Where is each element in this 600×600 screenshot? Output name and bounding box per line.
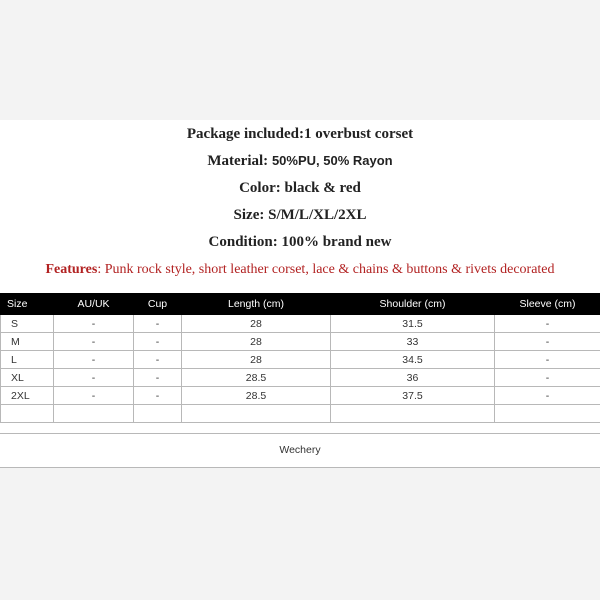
- table-row: [1, 351, 600, 369]
- header-length: Length (cm): [182, 294, 331, 315]
- cell-length: 28: [182, 315, 331, 333]
- header-size: Size: [1, 294, 54, 315]
- condition-label: Condition:: [208, 234, 282, 250]
- features-label: Features: [45, 262, 98, 277]
- brand-footer: Wechery: [0, 433, 600, 468]
- cell-cup: -: [134, 351, 182, 369]
- condition-value: 100% brand new: [281, 234, 392, 250]
- cell-sleeve: -: [495, 351, 600, 369]
- cell-size: 2XL: [1, 387, 54, 405]
- cell-cup: -: [134, 333, 182, 351]
- cell-length: 28: [182, 351, 331, 369]
- cell-shoulder: 36: [331, 369, 495, 387]
- package-line: Package included:1 overbust corset: [186, 126, 414, 142]
- table-row: [1, 387, 600, 405]
- condition-line: [0, 234, 600, 251]
- cell-size: S: [1, 315, 54, 333]
- cell-sleeve: -: [495, 387, 600, 405]
- cell-sleeve: -: [495, 315, 600, 333]
- size-chart-table: [0, 293, 600, 423]
- cell-shoulder: 33: [331, 333, 495, 351]
- cell-empty: [134, 405, 182, 423]
- cell-size: L: [1, 351, 54, 369]
- material-line: [0, 153, 600, 170]
- table-header-row: [1, 294, 600, 315]
- cell-au-uk: -: [54, 351, 134, 369]
- cell-cup: -: [134, 315, 182, 333]
- header-cup: Cup: [134, 294, 182, 315]
- cell-shoulder: 37.5: [331, 387, 495, 405]
- table-row: [1, 315, 600, 333]
- material-value: 50%PU, 50% Rayon: [271, 153, 393, 168]
- cell-length: 28: [182, 333, 331, 351]
- size-line: Size: S/M/L/XL/2XL: [233, 207, 367, 223]
- features-text: : Punk rock style, short leather corset, lace & chains & buttons & rivets decorated: [97, 262, 555, 277]
- cell-sleeve: -: [495, 369, 600, 387]
- bottom-background-band: [0, 468, 600, 600]
- cell-empty: [54, 405, 134, 423]
- cell-length: 28.5: [182, 369, 331, 387]
- cell-shoulder: 34.5: [331, 351, 495, 369]
- cell-au-uk: -: [54, 315, 134, 333]
- cell-size: XL: [1, 369, 54, 387]
- top-background-band: [0, 0, 600, 120]
- table-row: [1, 333, 600, 351]
- cell-length: 28.5: [182, 387, 331, 405]
- cell-size: M: [1, 333, 54, 351]
- header-au-uk: AU/UK: [54, 294, 134, 315]
- cell-au-uk: -: [54, 369, 134, 387]
- color-line: Color: black & red: [239, 180, 361, 196]
- cell-empty: [331, 405, 495, 423]
- cell-empty: [1, 405, 54, 423]
- cell-empty: [495, 405, 600, 423]
- table-row: [1, 369, 600, 387]
- material-label: Material:: [207, 153, 272, 169]
- cell-sleeve: -: [495, 333, 600, 351]
- cell-cup: -: [134, 387, 182, 405]
- features-line: [0, 262, 600, 278]
- cell-cup: -: [134, 369, 182, 387]
- cell-shoulder: 31.5: [331, 315, 495, 333]
- cell-empty: [182, 405, 331, 423]
- cell-au-uk: -: [54, 387, 134, 405]
- table-row-empty: [1, 405, 600, 423]
- cell-au-uk: -: [54, 333, 134, 351]
- header-shoulder: Shoulder (cm): [331, 294, 495, 315]
- header-sleeve: Sleeve (cm): [495, 294, 600, 315]
